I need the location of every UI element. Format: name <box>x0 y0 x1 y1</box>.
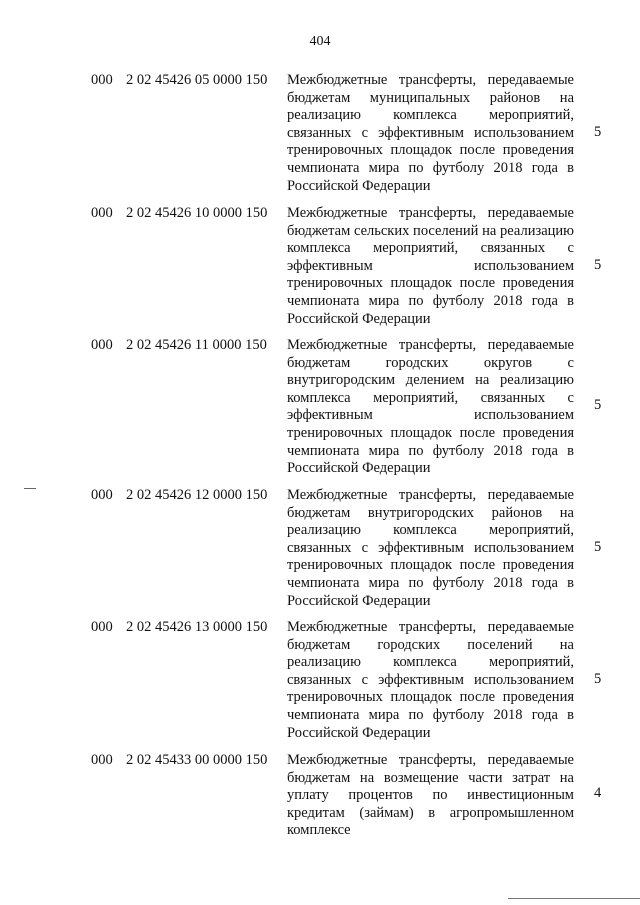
entry-description: Межбюджетные трансферты, передаваемые бюджетам муниципальных районов на реализацию комплекса мероприятий, связанных с эффективным использованием тренировочных площадок после проведения чемпионата мира по футболу 2018 года в Российской Федерации <box>287 72 574 194</box>
entry-description: Межбюджетные трансферты, передаваемые бюджетам городских округов с внутригородским делением на реализацию комплекса мероприятий, связанных с эффективным использованием тренировочных площадок после проведения чемпионата мира по футболу 2018 года в Российской Федерации <box>287 337 574 477</box>
budget-classification-code: 2 02 45426 13 0000 150 <box>126 619 268 635</box>
budget-classification-code: 2 02 45426 12 0000 150 <box>126 487 268 503</box>
page-number: 404 <box>309 34 331 49</box>
distribution-norm: 4 <box>594 785 602 801</box>
admin-code: 000 <box>91 752 113 768</box>
admin-code: 000 <box>91 337 113 353</box>
admin-code: 000 <box>91 72 113 88</box>
entry-description: Межбюджетные трансферты, передаваемые бюджетам на возмещение части затрат на уплату процентов по инвестиционным кредитам (займам) в агропромышленном комплексе <box>287 752 574 839</box>
entry-description: Межбюджетные трансферты, передаваемые бюджетам городских поселений на реализацию комплекса мероприятий, связанных с эффективным использованием тренировочных площадок после проведения чемпионата мира по футболу 2018 года в Российской Федерации <box>287 619 574 741</box>
distribution-norm: 5 <box>594 124 602 140</box>
admin-code: 000 <box>91 205 113 221</box>
entry-description: Межбюджетные трансферты, передаваемые бюджетам внутригородских районов на реализацию комплекса мероприятий, связанных с эффективным использованием тренировочных площадок после проведения чемпионата мира по футболу 2018 года в Российской Федерации <box>287 487 574 609</box>
budget-classification-code: 2 02 45426 11 0000 150 <box>126 337 267 353</box>
admin-code: 000 <box>91 619 113 635</box>
scan-edge-line <box>508 898 640 899</box>
distribution-norm: 5 <box>594 257 602 273</box>
margin-mark <box>24 488 36 489</box>
budget-classification-code: 2 02 45426 05 0000 150 <box>126 72 268 88</box>
entry-description: Межбюджетные трансферты, передаваемые бюджетам сельских поселений на реализацию комплекса мероприятий, связанных с эффективным использованием тренировочных площадок после проведения чемпионата мира по футболу 2018 года в Российской Федерации <box>287 205 574 327</box>
budget-classification-code: 2 02 45426 10 0000 150 <box>126 205 268 221</box>
budget-classification-code: 2 02 45433 00 0000 150 <box>126 752 268 768</box>
admin-code: 000 <box>91 487 113 503</box>
distribution-norm: 5 <box>594 397 602 413</box>
distribution-norm: 5 <box>594 539 602 555</box>
distribution-norm: 5 <box>594 671 602 687</box>
